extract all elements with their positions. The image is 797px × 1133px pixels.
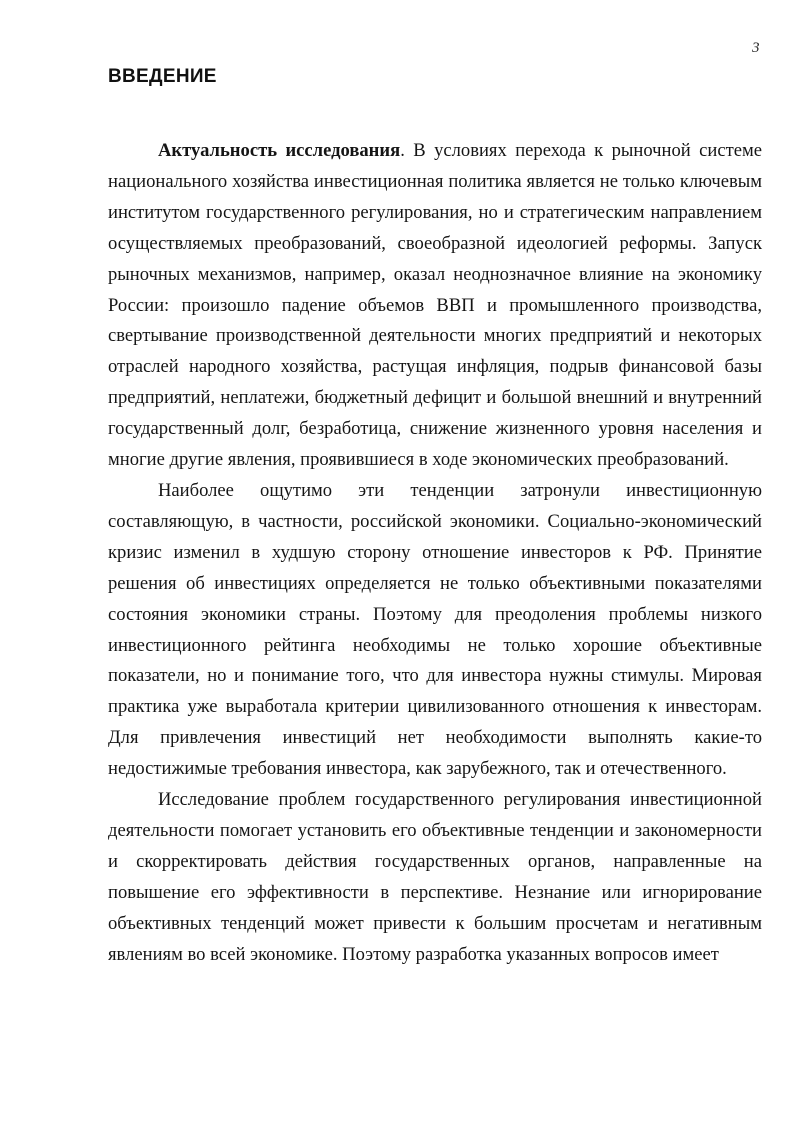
page-number: 3 [752,40,760,56]
paragraph-relevance [108,136,762,476]
paragraph-lead: Актуальность исследования [158,140,401,161]
paragraph-text: Исследование проблем государственного регулирования инвестиционной деятельности помогает установить его объективные тенденции и закономерности и скорректировать действия государственных органов, направленные на повышение его эффективности в перспективе. Незнание или игнорирование объективных тенденций может привести к большим просчетам и негативным явлениям во всей экономике. Поэтому разработка указанных вопросов имеет [108,789,762,965]
paragraph-regulation-research [108,785,762,970]
paragraph-text: Наиболее ощутимо эти тенденции затронули инвестиционную составляющую, в частности, российской экономики. Социально-экономический кризис изменил в худшую сторону отношение инвесторов к РФ. Принятие решения об инвестициях определяется не только объективными показателями состояния экономики страны. Поэтому для преодоления проблемы низкого инвестиционного рейтинга необходимы не только хорошие объективные показатели, но и понимание того, что для инвестора нужны стимулы. Мировая практика уже выработала критерии цивилизованного отношения к инвесторам. Для привлечения инвестиций нет необходимости выполнять какие-то недостижимые требования инвестора, как зарубежного, так и отечественного. [108,479,762,780]
section-heading: ВВЕДЕНИЕ [108,66,217,87]
body-text [108,136,762,970]
paragraph-text: . В условиях перехода к рыночной системе национального хозяйства инвестиционная политика является не только ключевым институтом государственного регулирования, но и стратегическим направлением осуществляемых преобразований, своеобразной идеологией реформы. Запуск рыночных механизмов, например, оказал неоднозначное влияние на экономику России: произошло падение объемов ВВП и промышленного производства, свертывание производственной деятельности многих предприятий и некоторых отраслей народного хозяйства, растущая инфляция, подрыв финансовой базы предприятий, неплатежи, бюджетный дефицит и большой внешний и внутренний государственный долг, безработица, снижение жизненного уровня населения и многие другие явления, проявившиеся в ходе экономических преобразований. [108,140,763,471]
paragraph-investment-trends [108,476,762,785]
